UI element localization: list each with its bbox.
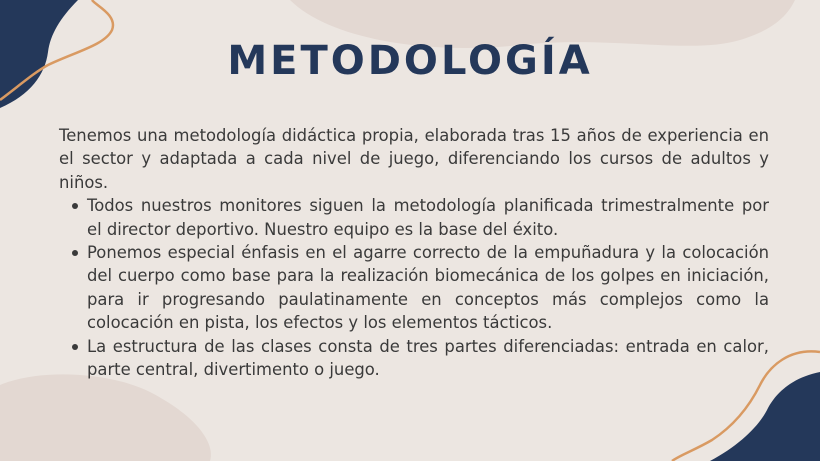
list-item-text: Todos nuestros monitores siguen la metodología planificada trimestralmente por el director deportivo. Nuestro equipo es la base del éxito. <box>87 196 769 239</box>
bullet-icon <box>72 250 78 256</box>
bullet-list <box>59 194 769 381</box>
bottom-left-blob <box>0 374 211 461</box>
intro-paragraph: Tenemos una metodología didáctica propia, elaborada tras 15 años de experiencia en el sector y adaptada a cada nivel de juego, diferenciando los cursos de adultos y niños. <box>59 126 769 192</box>
list-item <box>87 241 769 335</box>
content-body <box>59 124 769 381</box>
list-item-text: La estructura de las clases consta de tres partes diferenciadas: entrada en calor, parte central, divertimento o juego. <box>87 336 769 380</box>
bullet-icon <box>72 203 78 209</box>
list-item-text: Ponemos especial énfasis en el agarre correcto de la empuñadura y la colocación del cuerpo como base para la realización biomecánica de los golpes en iniciación, para ir progresando paulatinamente en conceptos más complejos como la colocación en pista, los efectos y los elementos tácticos. <box>87 243 769 333</box>
page-title: METODOLOGÍA <box>227 38 593 84</box>
list-item <box>87 194 769 241</box>
bottom-right-navy-shape <box>710 372 820 461</box>
list-item <box>87 335 769 382</box>
bullet-icon <box>72 344 78 350</box>
